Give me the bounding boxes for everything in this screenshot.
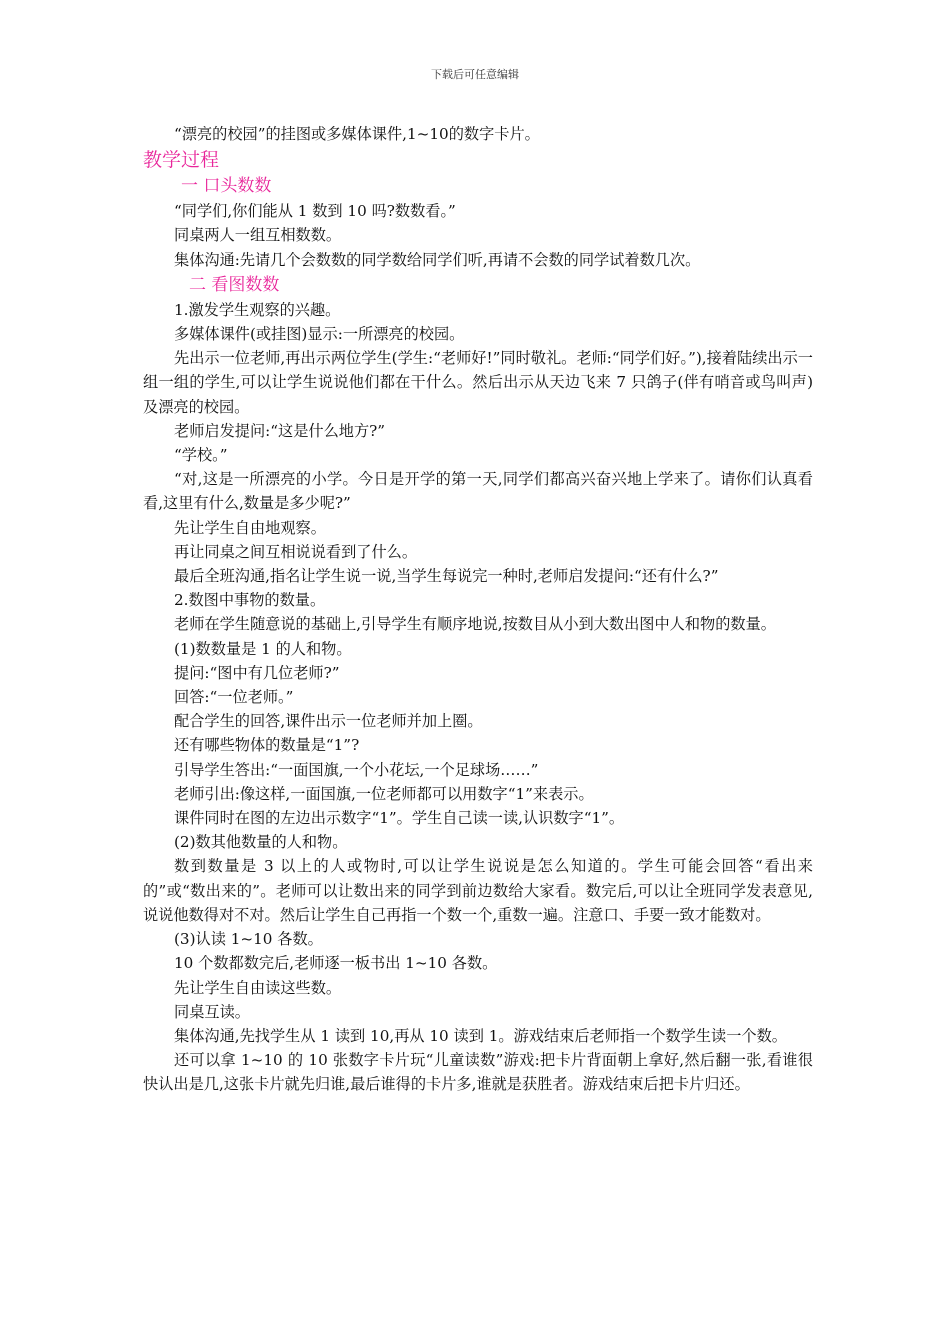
paragraph: 1.激发学生观察的兴趣。 — [174, 300, 341, 319]
paragraph: 提问:“图中有几位老师?” — [174, 663, 340, 682]
subheading-oral-counting: 一 口头数数 — [181, 176, 272, 197]
paragraph: 还可以拿 1~10 的 10 张数字卡片玩“儿童读数”游戏:把卡片背面朝上拿好,然后翻一张,看谁很快认出是几,这张卡片就先归谁,最后谁得的卡片多,谁就是获胜者。游戏结束后把卡片归还。 — [143, 1051, 813, 1094]
section-heading-process: 教学过程 — [143, 149, 220, 172]
paragraph: 10 个数都数完后,老师逐一板书出 1~10 各数。 — [174, 954, 498, 973]
materials-paragraph: “漂亮的校园”的挂图或多媒体课件,1~10的数字卡片。 — [174, 125, 540, 143]
paragraph: 老师在学生随意说的基础上,引导学生有顺序地说,按数目从小到大数出图中人和物的数量。 — [174, 615, 776, 634]
paragraph: 老师启发提问:“这是什么地方?” — [174, 421, 386, 440]
paragraph: 再让同桌之间互相说说看到了什么。 — [174, 542, 417, 561]
paragraph: “对,这是一所漂亮的小学。今日是开学的第一天,同学们都高兴奋兴地上学来了。请你们认真看看,这里有什么,数量是多少呢?” — [143, 470, 813, 513]
paragraph: 集体沟通,先找学生从 1 读到 10,再从 10 读到 1。游戏结束后老师指一个数学生读一个数。 — [174, 1026, 787, 1045]
paragraph: “同学们,你们能从 1 数到 10 吗?数数看。” — [174, 202, 456, 221]
paragraph: 回答:“一位老师。” — [174, 688, 294, 707]
paragraph: 2.数图中事物的数量。 — [174, 591, 326, 610]
paragraph: 先让学生自由读这些数。 — [174, 978, 342, 997]
page-header: 下载后可任意编辑 — [431, 68, 519, 81]
document-body — [143, 122, 813, 1097]
paragraph: 先让学生自由地观察。 — [174, 518, 326, 537]
paragraph: 还有哪些物体的数量是“1”? — [174, 736, 360, 755]
paragraph: (2)数其他数量的人和物。 — [174, 833, 348, 852]
paragraph: 同桌互读。 — [174, 1002, 250, 1021]
paragraph: 数到数量是 3 以上的人或物时,可以让学生说说是怎么知道的。学生可能会回答“看出来的”或“数出来的”。老师可以让数出来的同学到前边数给大家看。数完后,可以让全班同学发表意见,说说他数得对不对。然后让学生自己再指一个数一个,重数一遍。注意口、手要一致才能数对。 — [143, 857, 813, 924]
paragraph: 课件同时在图的左边出示数字“1”。学生自己读一读,认识数字“1”。 — [174, 809, 625, 828]
paragraph: 同桌两人一组互相数数。 — [174, 226, 342, 245]
paragraph: 引导学生答出:“一面国旗,一个小花坛,一个足球场……” — [174, 760, 539, 779]
paragraph: 集体沟通:先请几个会数数的同学数给同学们听,再请不会数的同学试着数几次。 — [174, 250, 701, 269]
subheading-picture-counting: 二 看图数数 — [189, 274, 280, 295]
paragraph: 老师引出:像这样,一面国旗,一位老师都可以用数字“1”来表示。 — [174, 784, 594, 803]
paragraph: 先出示一位老师,再出示两位学生(学生:“老师好!”同时敬礼。老师:“同学们好。”),接着陆续出示一组一组的学生,可以让学生说说他们都在干什么。然后出示从天边飞来 7 只鸽子(伴有哨音或鸟叫声)及漂亮的校园。 — [143, 349, 813, 416]
paragraph: “学校。” — [174, 446, 228, 465]
paragraph: (3)认读 1~10 各数。 — [174, 930, 323, 949]
paragraph: (1)数数量是 1 的人和物。 — [174, 639, 352, 658]
paragraph: 配合学生的回答,课件出示一位老师并加上圈。 — [174, 712, 483, 731]
paragraph: 多媒体课件(或挂图)显示:一所漂亮的校园。 — [174, 325, 465, 344]
paragraph: 最后全班沟通,指名让学生说一说,当学生每说完一种时,老师启发提问:“还有什么?” — [174, 567, 719, 586]
